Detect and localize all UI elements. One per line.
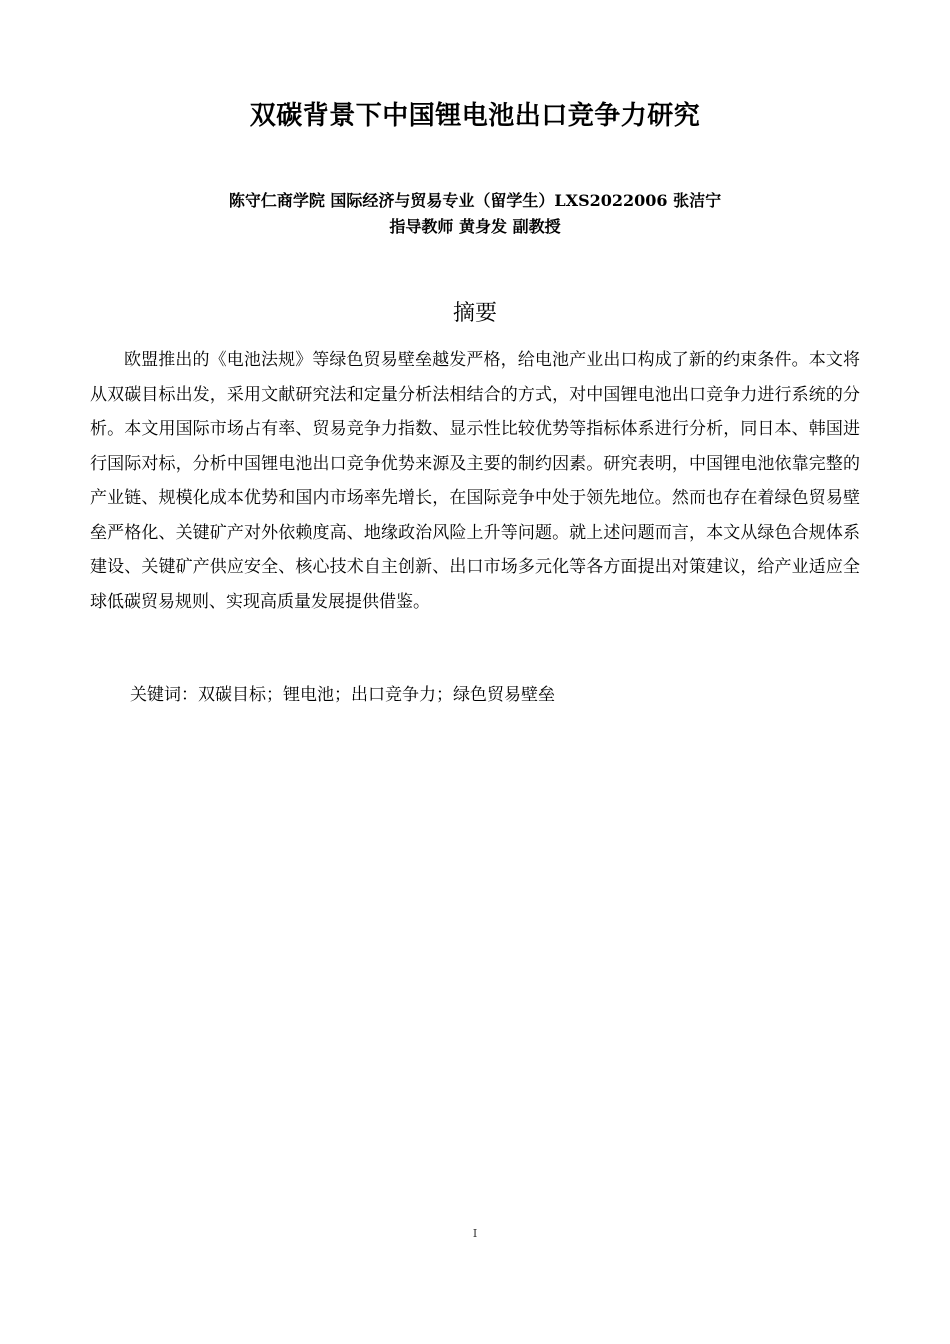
abstract-heading: 摘要 <box>452 301 497 326</box>
page-number: I <box>472 1227 478 1240</box>
author-info: 陈守仁商学院 国际经济与贸易专业（留学生）LXS2022006 张洁宁 <box>228 191 722 210</box>
advisor-info: 指导教师 黄身发 副教授 <box>389 217 561 236</box>
abstract-body: 欧盟推出的《电池法规》等绿色贸易壁垒越发严格，给电池产业出口构成了新的约束条件。本文将从双碳目标出发，采用文献研究法和定量分析法相结合的方式，对中国锂电池出口竞争力进行系统的分析。本文用国际市场占有率、贸易竞争力指数、显示性比较优势等指标体系进行分析，同日本、韩国进行国际对标，分析中国锂电池出口竞争优势来源及主要的制约因素。研究表明，中国锂电池依靠完整的产业链、规模化成本优势和国内市场率先增长，在国际竞争中处于领先地位。然而也存在着绿色贸易壁垒严格化、关键矿产对外依赖度高、地缘政治风险上升等问题。就上述问题而言，本文从绿色合规体系建设、关键矿产供应安全、核心技术自主创新、出口市场多元化等各方面提出对策建议，给产业适应全球低碳贸易规则、实现高质量发展提供借鉴。 <box>90 350 860 612</box>
paper-title: 双碳背景下中国锂电池出口竞争力研究 <box>249 101 701 131</box>
keywords: 关键词：双碳目标；锂电池；出口竞争力；绿色贸易壁垒 <box>130 685 555 705</box>
